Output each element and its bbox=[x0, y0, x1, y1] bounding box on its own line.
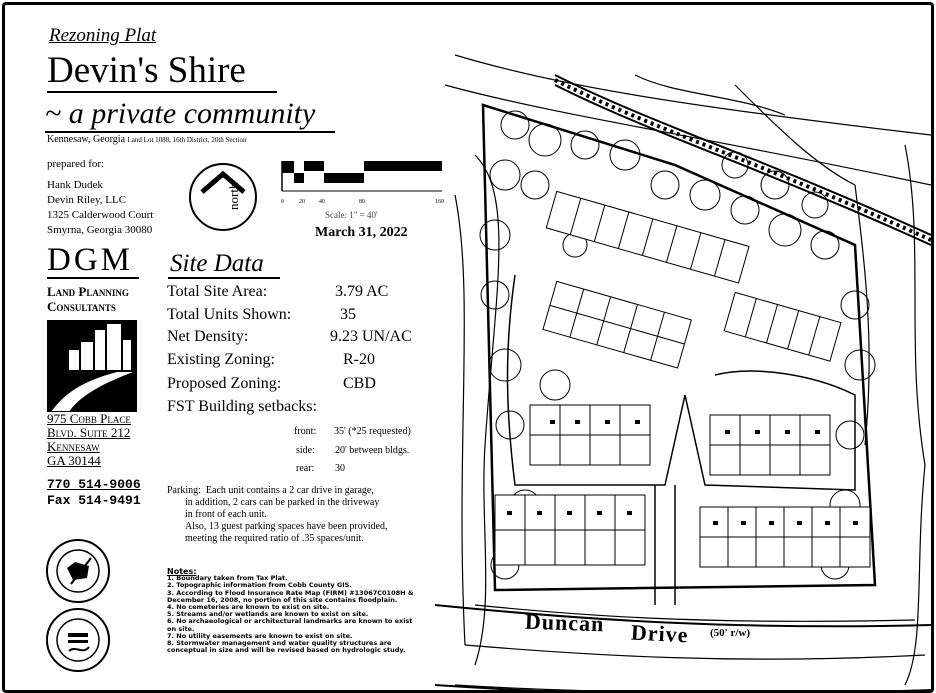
existing-zoning-value: R-20 bbox=[343, 351, 375, 368]
firm-line1: Land Planning bbox=[47, 284, 129, 299]
client-name: Hank Dudek bbox=[47, 179, 103, 191]
note-item: December 16, 2008, no portion of this site contains floodplain. bbox=[167, 595, 398, 604]
site-data-underline bbox=[168, 277, 280, 279]
units-value: 35 bbox=[340, 306, 356, 323]
north-arrow-icon bbox=[188, 162, 258, 232]
client-street: 1325 Calderwood Court bbox=[47, 209, 154, 221]
site-data-row bbox=[167, 326, 248, 348]
note-item: 4. No cemeteries are known to exist on site. bbox=[167, 603, 330, 612]
firm-tagline bbox=[47, 284, 129, 314]
firm-phone: 770 514-9006 bbox=[47, 477, 141, 492]
project-title: Devin's Shire bbox=[47, 50, 246, 91]
plat-sheet bbox=[2, 2, 934, 693]
right-of-way-label: (50' r/w) bbox=[710, 627, 751, 639]
scale-tick-40: 40 bbox=[319, 199, 325, 205]
note-item: 3. According to Flood Insurance Rate Map (FIRM) #13067C0108H & bbox=[167, 588, 414, 597]
scale-tick-20: 20 bbox=[299, 199, 305, 205]
note-item: 8. Stormwater management and water quality structures are bbox=[167, 639, 392, 648]
firm-name: DGM bbox=[47, 242, 134, 278]
firm-address-line2: Blvd. Suite 212 bbox=[47, 425, 131, 440]
parking-text-4: Also, 13 guest parking spaces have been provided, bbox=[185, 521, 388, 532]
scale-label: Scale: 1" = 40' bbox=[325, 210, 378, 220]
professional-seal-icon bbox=[45, 607, 111, 673]
firm-address-line3: Kennesaw bbox=[47, 439, 100, 454]
client-city: Smyrna, Georgia 30080 bbox=[47, 224, 153, 236]
site-plan-drawing bbox=[435, 45, 931, 693]
client-company: Devin Riley, LLC bbox=[47, 194, 127, 206]
site-data-title: Site Data bbox=[170, 250, 264, 277]
proposed-zoning-label: Proposed Zoning: bbox=[167, 375, 282, 392]
location-line bbox=[47, 134, 247, 145]
note-item: 7. No utility easements are known to exist on site. bbox=[167, 631, 353, 640]
firm-address-line4: GA 30144 bbox=[47, 453, 101, 468]
city-text: Kennesaw, Georgia bbox=[47, 134, 126, 145]
title-underline bbox=[47, 91, 277, 93]
site-data-row bbox=[167, 304, 291, 326]
site-area-label: Total Site Area: bbox=[167, 283, 268, 300]
project-subtitle: ~ a private community bbox=[45, 97, 316, 130]
parking-note bbox=[167, 485, 457, 545]
scale-tick-0: 0 bbox=[281, 199, 284, 205]
north-label: north bbox=[226, 182, 241, 210]
note-item: 5. Streams and/or wetlands are known to exist on site. bbox=[167, 610, 369, 619]
parking-text-5: meeting the required ratio of .35 spaces/unit. bbox=[185, 533, 364, 544]
street-name-duncan: Duncan bbox=[524, 608, 605, 637]
units-label: Total Units Shown: bbox=[167, 306, 292, 323]
prepared-for-label: prepared for: bbox=[47, 158, 105, 170]
firm-address bbox=[47, 412, 131, 468]
plat-date: March 31, 2022 bbox=[315, 225, 408, 240]
notes-block bbox=[167, 568, 437, 654]
parking-text-1: Each unit contains a 2 car drive in garage, bbox=[205, 485, 374, 496]
existing-zoning-label: Existing Zoning: bbox=[167, 351, 275, 368]
firm-fax: Fax 514-9491 bbox=[47, 493, 141, 508]
parking-text-2: in addition, 2 cars can be parked in the driveway bbox=[185, 497, 380, 508]
site-data-row bbox=[167, 281, 267, 303]
note-item: conceptual in size and will be revised based on hydrologic study. bbox=[167, 646, 406, 655]
site-data-row bbox=[167, 349, 275, 371]
firm-phone-block bbox=[47, 477, 141, 509]
setback-rear-label: rear: bbox=[296, 463, 315, 474]
note-item: on site. bbox=[167, 624, 195, 633]
firm-address-line1: 975 Cobb Place bbox=[47, 411, 131, 426]
street-name-drive: Drive bbox=[630, 619, 690, 648]
parking-label: Parking: bbox=[167, 485, 201, 496]
notes-title: Notes: bbox=[167, 567, 197, 576]
setback-side-value: 20' between bldgs. bbox=[335, 445, 410, 456]
site-data-row bbox=[167, 373, 281, 395]
note-item: 2. Topographic information from Cobb County GIS. bbox=[167, 581, 352, 590]
prepared-for-block bbox=[47, 157, 153, 238]
rezoning-label: Rezoning Plat bbox=[49, 25, 157, 46]
setbacks-label: FST Building setbacks: bbox=[167, 398, 317, 415]
setback-rear-value: 30 bbox=[335, 463, 345, 474]
note-item: 6. No archaeological or architectural landmarks are known to exist bbox=[167, 617, 413, 626]
proposed-zoning-value: CBD bbox=[343, 375, 376, 392]
setback-front-label: front: bbox=[294, 426, 317, 437]
subtitle-underline bbox=[45, 131, 335, 133]
firm-logo-icon bbox=[47, 320, 137, 412]
note-item: 1. Boundary taken from Tax Plat. bbox=[167, 574, 288, 583]
firm-line2: Consultants bbox=[47, 299, 116, 314]
parking-text-3: in front of each unit. bbox=[185, 509, 267, 520]
density-value: 9.23 UN/AC bbox=[330, 328, 412, 345]
land-lot-text: Land Lot 1088, 16th District, 20th Section bbox=[127, 136, 247, 144]
site-area-value: 3.79 AC bbox=[335, 283, 389, 300]
setback-side-label: side: bbox=[296, 445, 315, 456]
density-label: Net Density: bbox=[167, 328, 249, 345]
firm-underline bbox=[47, 277, 139, 279]
scale-tick-160: 160 bbox=[435, 199, 444, 205]
scale-bar bbox=[277, 159, 447, 207]
scale-tick-80: 80 bbox=[359, 199, 365, 205]
surveyor-seal-icon bbox=[45, 538, 111, 604]
setback-front-value: 35' (*25 requested) bbox=[334, 426, 411, 437]
